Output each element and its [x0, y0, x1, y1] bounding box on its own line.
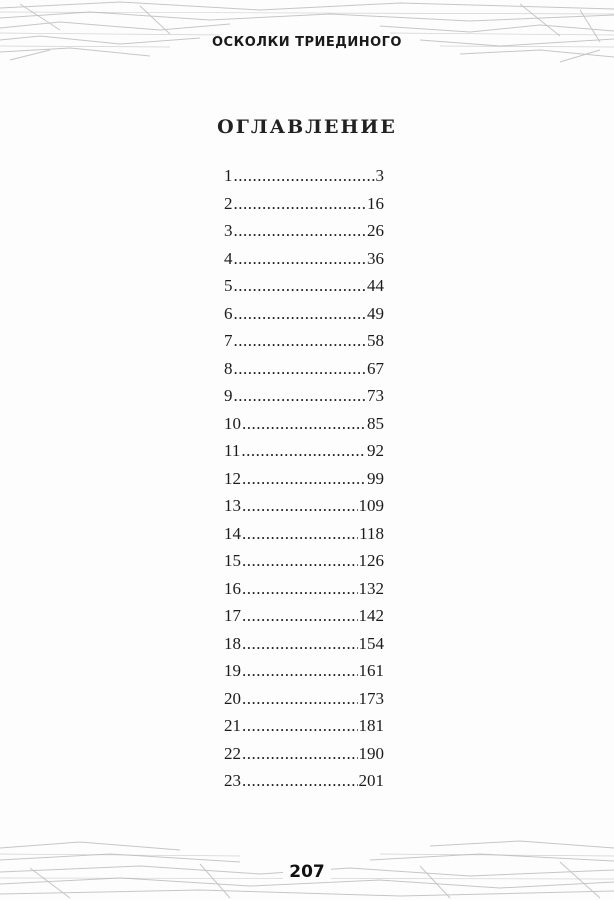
- toc-page-number: 99: [367, 468, 384, 488]
- toc-dot-leader: [241, 441, 366, 461]
- toc-chapter-number: 10: [224, 413, 241, 433]
- page-number-text: 207: [283, 862, 331, 882]
- toc-chapter-number: 16: [224, 578, 241, 598]
- toc-entry: [224, 221, 384, 249]
- toc-page-number: 181: [358, 716, 384, 735]
- toc-page-number: 154: [358, 633, 384, 653]
- page-number: [0, 862, 614, 882]
- toc-entry: [224, 276, 384, 304]
- toc-entry: [224, 194, 384, 222]
- toc-dot-leader: [242, 661, 358, 681]
- toc-page-number: 132: [358, 578, 384, 598]
- toc-dot-leader: [242, 551, 358, 571]
- toc-entry: [224, 661, 384, 689]
- toc-chapter-number: 6: [224, 303, 233, 323]
- toc-entry: [224, 469, 384, 497]
- toc-chapter-number: 7: [224, 331, 233, 350]
- toc-dot-leader: [234, 359, 367, 379]
- toc-chapter-number: 19: [224, 661, 241, 680]
- toc-dot-leader: [234, 276, 367, 296]
- toc-chapter-number: 18: [224, 633, 241, 653]
- toc-entry: [224, 634, 384, 662]
- toc-page-number: 3: [375, 166, 384, 185]
- toc-chapter-number: 4: [224, 248, 233, 268]
- toc-page-number: 26: [367, 221, 384, 240]
- toc-entry: [224, 304, 384, 332]
- toc-entry: [224, 359, 384, 387]
- toc-dot-leader: [242, 414, 366, 434]
- toc-dot-leader: [242, 579, 358, 599]
- toc-dot-leader: [242, 524, 358, 544]
- toc-page-number: 118: [359, 523, 384, 543]
- toc-dot-leader: [242, 689, 358, 709]
- toc-entry: [224, 166, 384, 194]
- toc-entry: [224, 551, 384, 579]
- running-title: ОСКОЛКИ ТРИЕДИНОГО: [212, 35, 402, 50]
- toc-entry: [224, 579, 384, 607]
- toc-chapter-number: 12: [224, 468, 241, 488]
- toc-page-number: 16: [367, 193, 384, 213]
- toc-dot-leader: [242, 716, 358, 736]
- toc-page-number: 173: [358, 688, 384, 708]
- toc-entry: [224, 689, 384, 717]
- toc-chapter-number: 22: [224, 743, 241, 763]
- toc-page-number: 126: [358, 551, 384, 570]
- toc-page-number: 109: [358, 496, 384, 515]
- toc-dot-leader: [234, 221, 367, 241]
- toc-dot-leader: [242, 744, 358, 764]
- toc-entry: [224, 331, 384, 359]
- toc-chapter-number: 3: [224, 221, 233, 240]
- toc-chapter-number: 15: [224, 551, 241, 570]
- toc-entry: [224, 249, 384, 277]
- toc-page-number: 92: [367, 441, 384, 460]
- toc-chapter-number: 21: [224, 716, 241, 735]
- toc-entry: [224, 441, 384, 469]
- toc-chapter-number: 13: [224, 496, 241, 515]
- toc-page-number: 49: [367, 303, 384, 323]
- toc-dot-leader: [234, 194, 367, 214]
- toc-chapter-number: 9: [224, 386, 233, 405]
- toc-dot-leader: [242, 496, 358, 516]
- toc-dot-leader: [234, 304, 367, 324]
- toc-entry: [224, 524, 384, 552]
- toc-entry: [224, 606, 384, 634]
- toc-list: [224, 166, 384, 799]
- toc-page-number: 58: [367, 331, 384, 350]
- toc-entry: [224, 414, 384, 442]
- toc-dot-leader: [242, 469, 366, 489]
- toc-page-number: 161: [358, 661, 384, 680]
- toc-dot-leader: [242, 606, 358, 626]
- toc-entry: [224, 386, 384, 414]
- toc-chapter-number: 11: [224, 441, 241, 460]
- toc-dot-leader: [234, 386, 367, 406]
- toc-dot-leader: [242, 771, 358, 791]
- toc-page-number: 142: [358, 606, 384, 625]
- toc-chapter-number: 5: [224, 276, 233, 295]
- toc-entry: [224, 496, 384, 524]
- toc-entry: [224, 771, 384, 799]
- toc-entry: [224, 716, 384, 744]
- toc-chapter-number: 1: [224, 166, 233, 185]
- toc-dot-leader: [242, 634, 358, 654]
- toc-chapter-number: 17: [224, 606, 241, 625]
- toc-dot-leader: [234, 249, 367, 269]
- toc-title: ОГЛАВЛЕНИЕ: [217, 116, 397, 138]
- toc-dot-leader: [234, 166, 375, 186]
- toc-page-number: 85: [367, 413, 384, 433]
- toc-page-number: 201: [358, 771, 384, 790]
- toc-page-number: 67: [367, 358, 384, 378]
- toc-chapter-number: 8: [224, 358, 233, 378]
- toc-entry: [224, 744, 384, 772]
- toc-chapter-number: 14: [224, 523, 241, 543]
- toc-dot-leader: [234, 331, 367, 351]
- toc-chapter-number: 2: [224, 193, 233, 213]
- toc-chapter-number: 20: [224, 688, 241, 708]
- toc-page-number: 73: [367, 386, 384, 405]
- toc-chapter-number: 23: [224, 771, 241, 790]
- toc-page-number: 190: [358, 743, 384, 763]
- toc-page-number: 36: [367, 248, 384, 268]
- toc-page-number: 44: [367, 276, 384, 295]
